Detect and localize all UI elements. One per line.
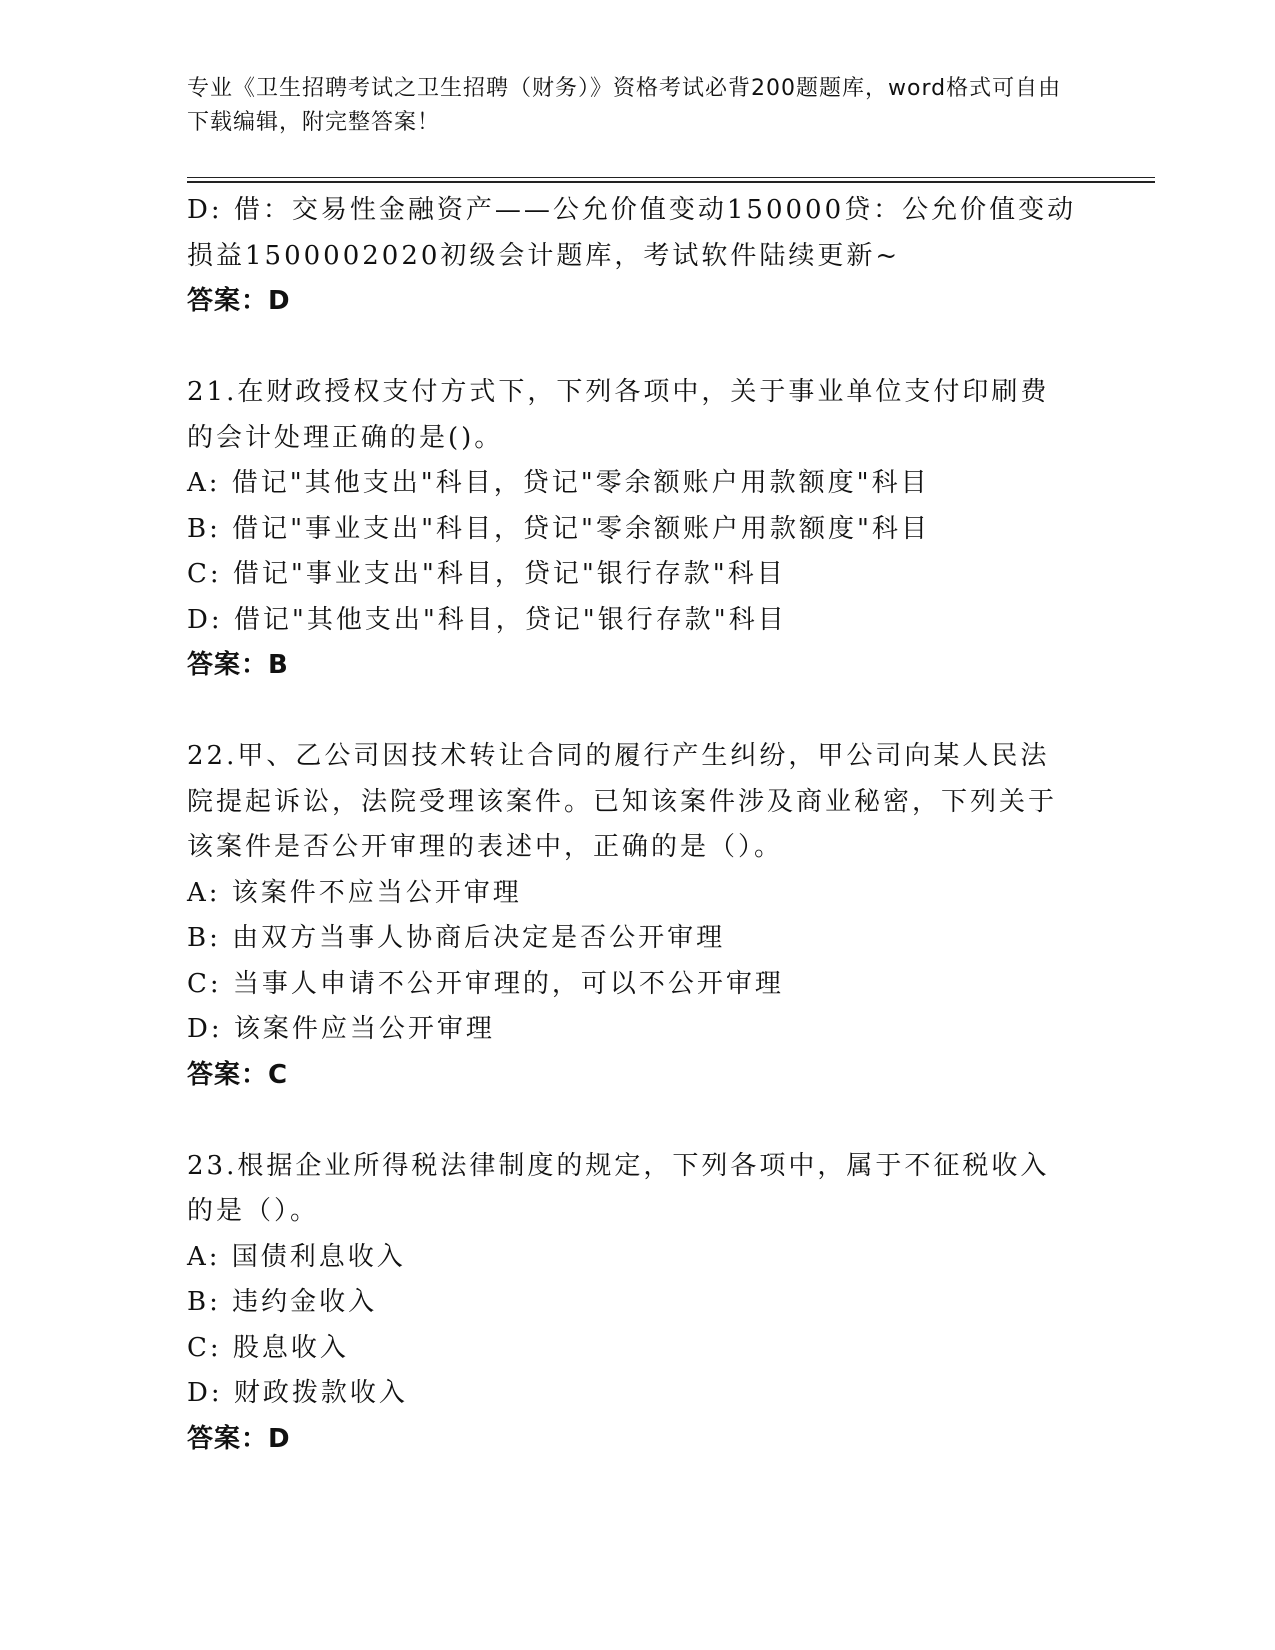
option-b: B: 违约金收入: [187, 1287, 378, 1317]
option-c: C: 借记"事业支出"科目，贷记"银行存款"科目: [187, 559, 786, 589]
document-header: 专业《卫生招聘考试之卫生招聘（财务）》资格考试必背200题题库，word格式可自由下载编辑，附完整答案！: [187, 76, 1062, 135]
option-b: B: 由双方当事人协商后决定是否公开审理: [187, 923, 726, 953]
option-c: C: 当事人申请不公开审理的，可以不公开审理: [187, 968, 784, 999]
option-d: D: 借记"其他支出"科目，贷记"银行存款"科目: [187, 604, 787, 635]
question-23: [187, 1144, 1077, 1463]
option-d: D: 财政拨款收入: [187, 1378, 408, 1408]
question-stem: 21.在财政授权支付方式下，下列各项中，关于事业单位支付印刷费的会计处理正确的是()。: [187, 377, 1050, 453]
header-divider-thin: [187, 177, 1155, 178]
option-d: D: 该案件应当公开审理: [187, 1014, 495, 1044]
question-21: [187, 370, 1077, 689]
option-a: A: 该案件不应当公开审理: [187, 877, 522, 908]
question-stem: 22.甲、乙公司因技术转让合同的履行产生纠纷，甲公司向某人民法院提起诉讼，法院受理该案件。已知该案件涉及商业秘密，下列关于该案件是否公开审理的表述中，正确的是（）。: [187, 741, 1058, 862]
option-b: B: 借记"事业支出"科目，贷记"零余额账户用款额度"科目: [187, 513, 930, 544]
option-a: A: 借记"其他支出"科目，贷记"零余额账户用款额度"科目: [187, 468, 930, 498]
carryover-block: [187, 188, 1077, 325]
option-c: C: 股息收入: [187, 1332, 349, 1363]
option-a: A: 国债利息收入: [187, 1241, 406, 1272]
header-divider-thick: [187, 181, 1155, 183]
question-22: [187, 734, 1077, 1098]
answer-line: 答案：B: [187, 650, 289, 680]
answer-line: 答案：D: [187, 1423, 291, 1454]
question-stem: 23.根据企业所得税法律制度的规定，下列各项中，属于不征税收入的是（）。: [187, 1150, 1050, 1226]
answer-line: 答案：C: [187, 1059, 289, 1090]
answer-line: 答案：D: [187, 286, 291, 316]
document-body: [187, 188, 1077, 1462]
option-d-carryover: D: 借：交易性金融资产——公允价值变动150000贷：公允价值变动损益1500002020初级会计题库，考试软件陆续更新~: [187, 195, 1077, 271]
